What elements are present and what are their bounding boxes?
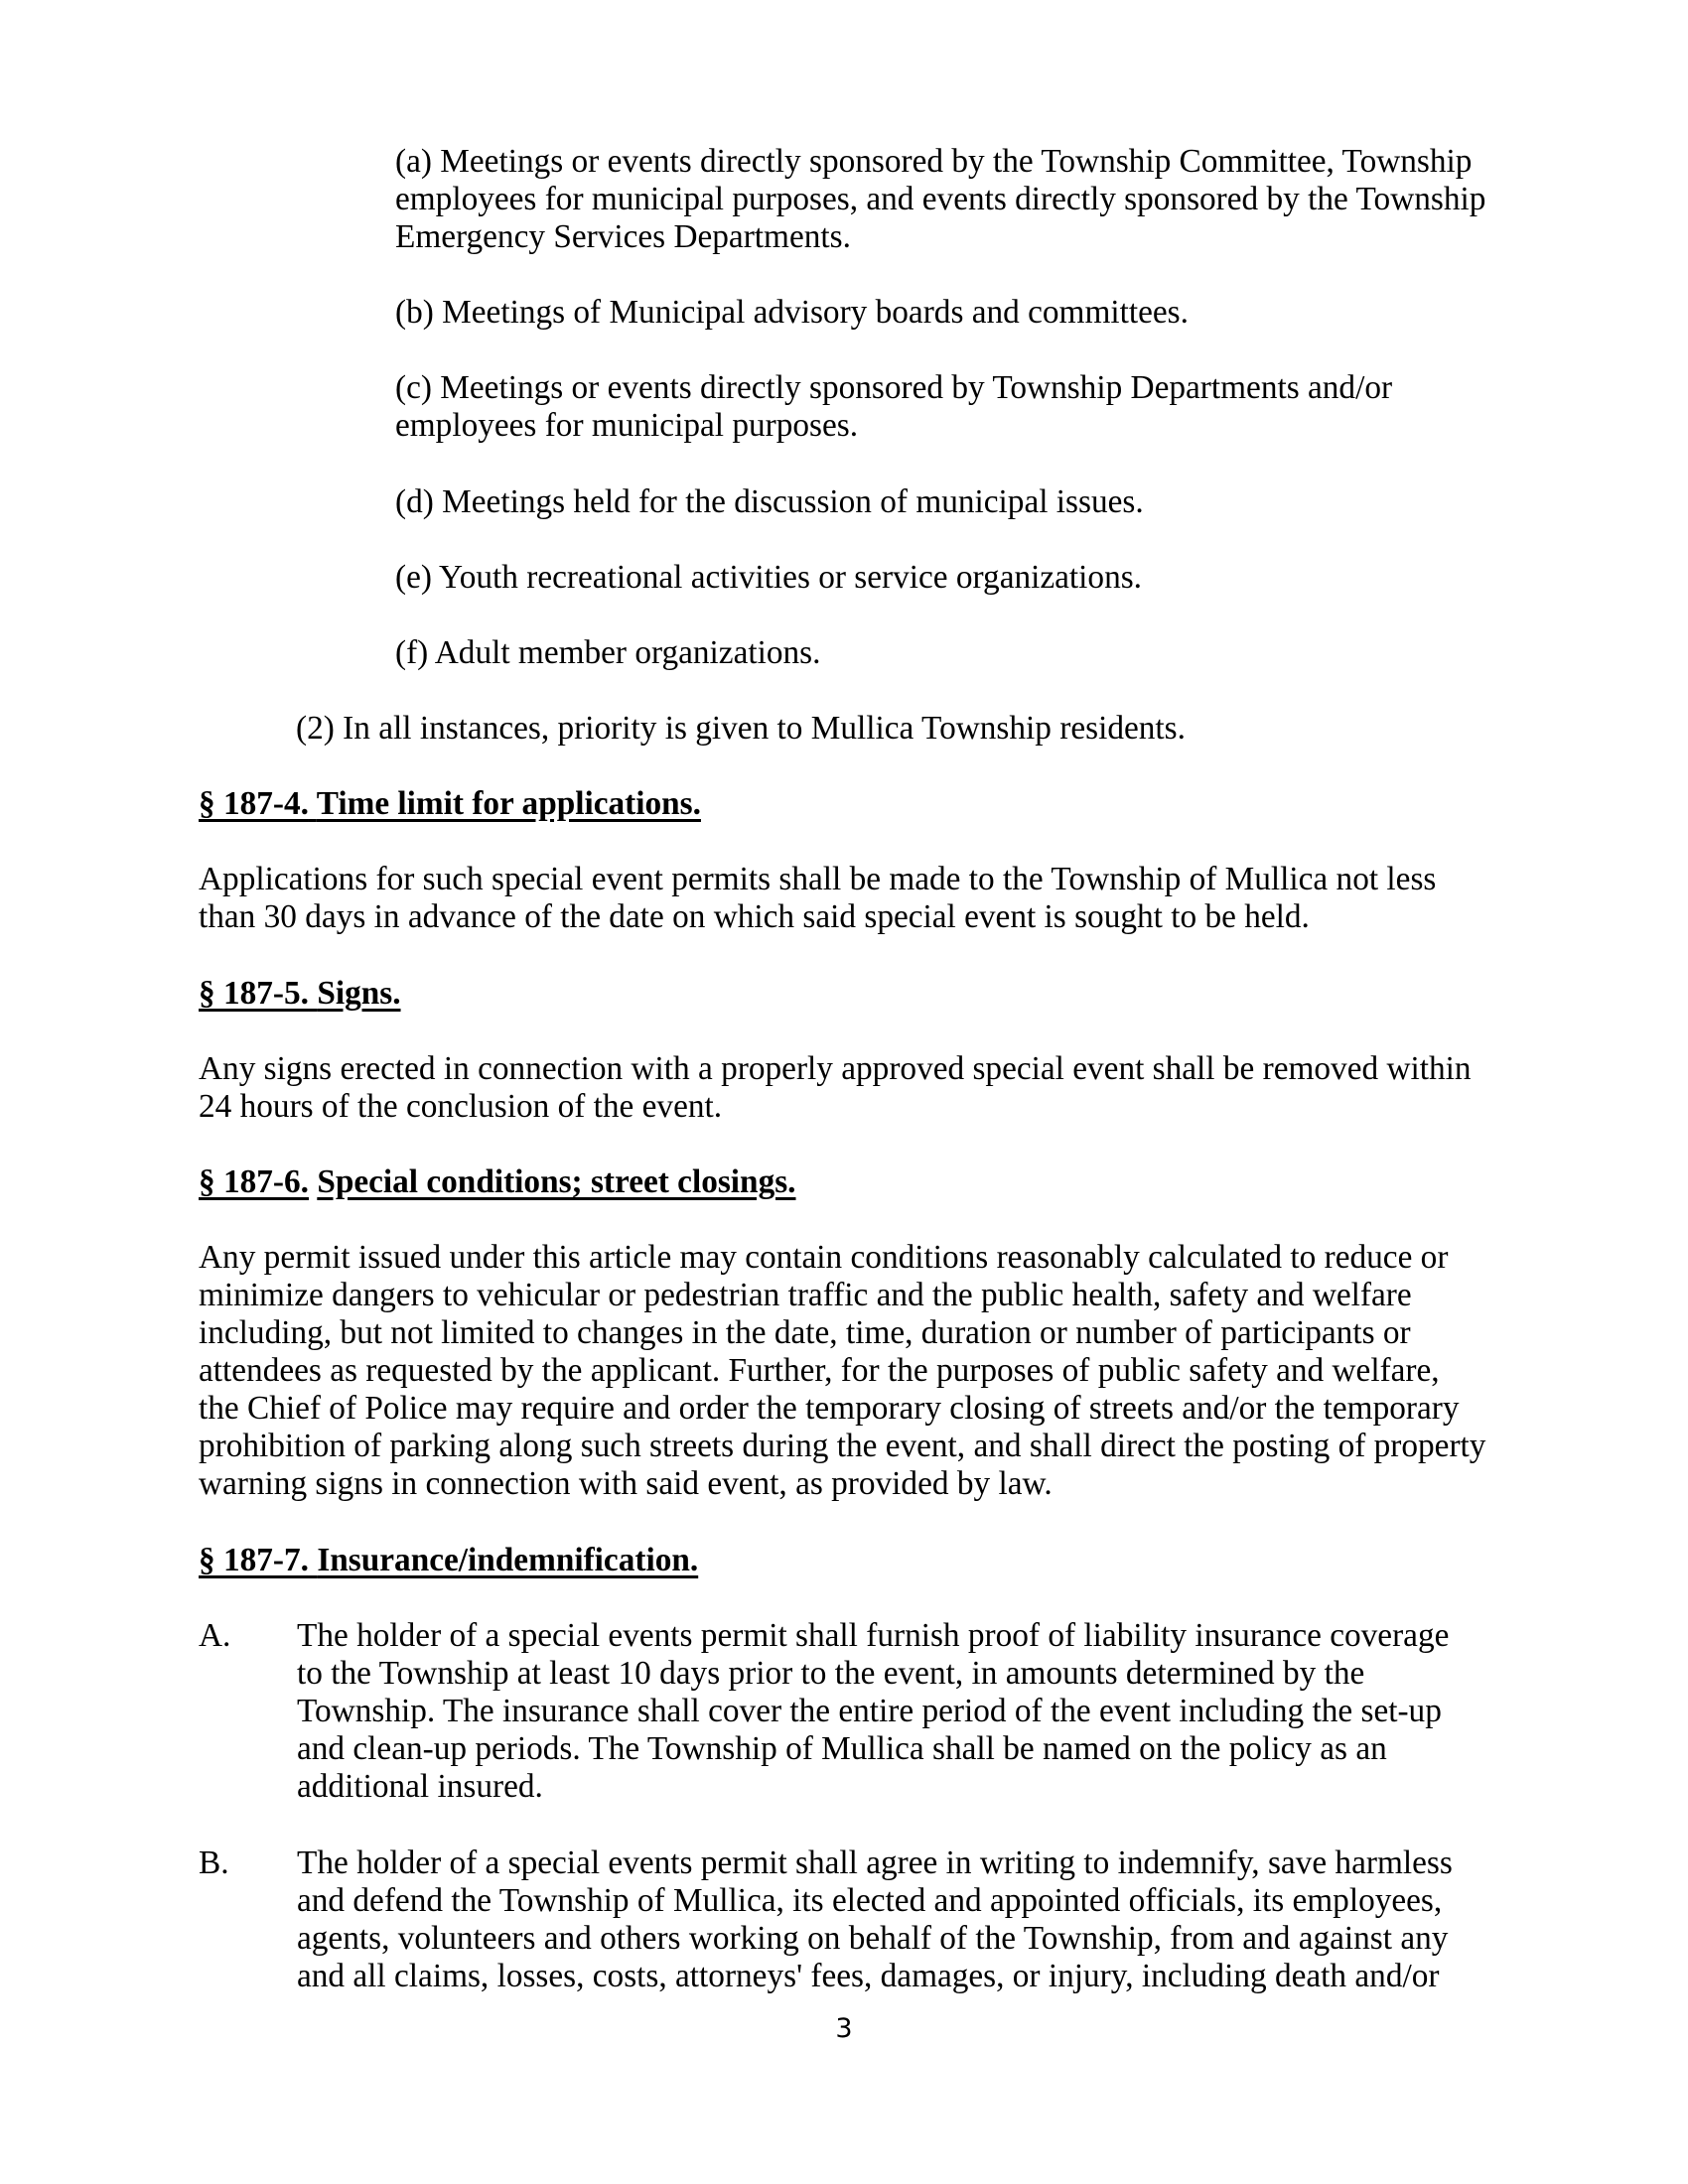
section-number: § 187-7. xyxy=(199,1542,309,1578)
subitem-b-line: (b) Meetings of Municipal advisory boards and committees. xyxy=(395,294,1189,331)
item-b-text-line: The holder of a special events permit shall agree in writing to indemnify, save harmless xyxy=(297,1844,1453,1881)
section-187-6-text-line: warning signs in connection with said event, as provided by law. xyxy=(199,1465,1053,1502)
section-number: § 187-4. xyxy=(199,785,309,822)
item-b-text-line: and all claims, losses, costs, attorneys' fees, damages, or injury, including death and/or xyxy=(297,1958,1440,1994)
section-187-6-text-line: attendees as requested by the applicant. Further, for the purposes of public safety and welfare, xyxy=(199,1352,1440,1389)
section-187-5-text-line: 24 hours of the conclusion of the event. xyxy=(199,1088,723,1125)
section-heading-187-6 xyxy=(199,1163,796,1201)
section-title: Special conditions; street closings. xyxy=(317,1163,796,1200)
section-187-6-text-line: Any permit issued under this article may contain conditions reasonably calculated to reduce or xyxy=(199,1239,1449,1276)
subitem-c-line: (c) Meetings or events directly sponsored by Township Departments and/or xyxy=(395,369,1393,406)
section-187-4-text-line: than 30 days in advance of the date on which said special event is sought to be held. xyxy=(199,898,1310,935)
section-heading-187-4 xyxy=(199,785,701,823)
subitem-a-line: employees for municipal purposes, and events directly sponsored by the Township xyxy=(395,181,1486,217)
item-a-text-line: additional insured. xyxy=(297,1768,543,1805)
item-b-text-line: agents, volunteers and others working on behalf of the Township, from and against any xyxy=(297,1920,1449,1957)
item-a-text-line: The holder of a special events permit shall furnish proof of liability insurance coverage xyxy=(297,1617,1450,1654)
section-187-6-text-line: prohibition of parking along such streets during the event, and shall direct the posting of property xyxy=(199,1428,1486,1464)
subitem-f-line: (f) Adult member organizations. xyxy=(395,634,821,671)
section-title: Signs. xyxy=(317,975,401,1012)
subitem-d-line: (d) Meetings held for the discussion of municipal issues. xyxy=(395,483,1144,520)
section-number: § 187-5. xyxy=(199,975,309,1012)
item-a-text-line: Township. The insurance shall cover the entire period of the event including the set-up xyxy=(297,1693,1442,1729)
item-2-text: (2) In all instances, priority is given to Mullica Township residents. xyxy=(296,710,1186,747)
section-187-6-text-line: minimize dangers to vehicular or pedestrian traffic and the public health, safety and welfare xyxy=(199,1277,1412,1313)
section-heading-187-5 xyxy=(199,975,401,1013)
subitem-e-line: (e) Youth recreational activities or service organizations. xyxy=(395,559,1143,596)
section-187-6-text-line: including, but not limited to changes in the date, time, duration or number of participants or xyxy=(199,1314,1411,1351)
section-187-5-text-line: Any signs erected in connection with a properly approved special event shall be removed within xyxy=(199,1050,1472,1087)
section-187-6-text-line: the Chief of Police may require and order the temporary closing of streets and/or the temporary xyxy=(199,1390,1460,1427)
section-heading-187-7 xyxy=(199,1542,698,1579)
item-a-text-line: to the Township at least 10 days prior to the event, in amounts determined by the xyxy=(297,1655,1365,1692)
item-label-b: B. xyxy=(199,1844,229,1881)
item-label-a: A. xyxy=(199,1617,231,1654)
subitem-a-line: (a) Meetings or events directly sponsored by the Township Committee, Township xyxy=(395,143,1473,180)
item-a-text-line: and clean-up periods. The Township of Mullica shall be named on the policy as an xyxy=(297,1730,1387,1767)
section-title: Time limit for applications. xyxy=(316,785,701,822)
page-number: 3 xyxy=(835,2013,853,2044)
section-187-4-text-line: Applications for such special event permits shall be made to the Township of Mullica not less xyxy=(199,861,1437,897)
subitem-a-line: Emergency Services Departments. xyxy=(395,218,851,255)
section-number: § 187-6. xyxy=(199,1163,309,1200)
subitem-c-line: employees for municipal purposes. xyxy=(395,407,859,444)
item-b-text-line: and defend the Township of Mullica, its elected and appointed officials, its employees, xyxy=(297,1882,1443,1919)
section-title: Insurance/indemnification. xyxy=(317,1542,699,1578)
